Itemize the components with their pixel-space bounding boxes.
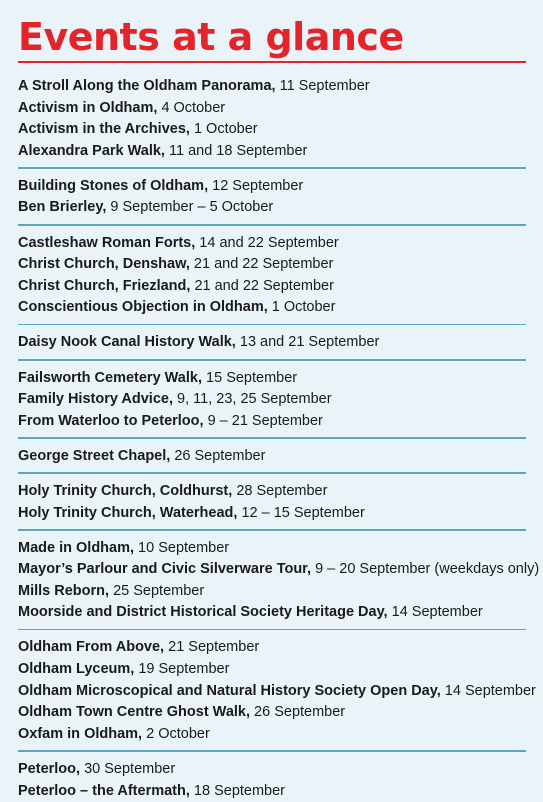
- event-item: [18, 659, 526, 681]
- event-name: Failsworth Cemetery Walk,: [18, 369, 202, 386]
- event-date: 26 September: [254, 704, 346, 721]
- group-divider: [18, 437, 526, 439]
- event-item: [18, 559, 540, 581]
- event-item: [18, 368, 526, 390]
- event-group: [18, 233, 526, 319]
- group-divider: [18, 359, 526, 361]
- event-date: 21 September: [168, 639, 260, 656]
- event-group: [18, 76, 526, 162]
- event-name: Oldham Town Centre Ghost Walk,: [18, 704, 251, 721]
- event-item: [18, 197, 526, 219]
- event-name: From Waterloo to Peterloo,: [18, 412, 204, 429]
- event-group: [18, 637, 536, 745]
- event-name: Made in Oldham,: [18, 539, 135, 556]
- event-item: [18, 503, 526, 525]
- event-item: [18, 411, 526, 433]
- event-item: [18, 254, 526, 276]
- event-date: 9 – 21 September: [207, 412, 323, 429]
- event-name: Holy Trinity Church, Coldhurst,: [18, 482, 233, 499]
- event-date: 12 – 15 September: [241, 504, 365, 521]
- event-name: Oldham Lyceum,: [18, 661, 135, 678]
- event-name: Peterloo,: [18, 760, 81, 777]
- event-date: 14 and 22 September: [199, 234, 339, 251]
- event-item: [18, 141, 526, 163]
- group-divider: [18, 750, 526, 752]
- event-date: 26 September: [174, 447, 266, 464]
- event-item: [18, 297, 526, 319]
- title-rule: [18, 61, 526, 63]
- event-item: [18, 759, 526, 781]
- event-name: Alexandra Park Walk,: [18, 142, 165, 159]
- event-item: [18, 702, 526, 724]
- event-date: 18 September: [193, 782, 286, 799]
- event-name: Castleshaw Roman Forts,: [18, 234, 196, 251]
- event-group: [18, 446, 526, 468]
- event-date: 1 October: [271, 299, 336, 316]
- event-name: Oldham Microscopical and Natural History Society Open Day,: [18, 682, 441, 699]
- event-list: [18, 76, 540, 802]
- event-item: [18, 481, 526, 503]
- event-group: [18, 538, 540, 624]
- event-item: [18, 176, 526, 198]
- event-date: 30 September: [84, 760, 176, 777]
- event-date: 21 and 22 September: [194, 277, 334, 294]
- event-date: 14 September: [391, 604, 483, 621]
- event-item: [18, 538, 526, 560]
- event-date: 10 September: [138, 539, 230, 556]
- group-divider: [18, 629, 526, 631]
- event-date: 2 October: [146, 725, 210, 742]
- event-name: George Street Chapel,: [18, 447, 171, 464]
- event-item: [18, 233, 526, 255]
- event-date: 13 and 21 September: [239, 334, 380, 351]
- event-group: [18, 759, 526, 802]
- event-date: 9 September – 5 October: [110, 199, 274, 216]
- event-date: 9 – 20 September (weekdays only): [315, 561, 540, 578]
- event-date: 11 and 18 September: [168, 142, 308, 159]
- event-date: 14 September: [444, 682, 536, 699]
- event-name: Daisy Nook Canal History Walk,: [18, 334, 236, 351]
- event-name: Oldham From Above,: [18, 639, 165, 656]
- event-group: [18, 481, 526, 524]
- event-date: 4 October: [161, 99, 226, 116]
- event-name: Activism in the Archives,: [18, 121, 190, 138]
- event-name: Building Stones of Oldham,: [18, 177, 209, 194]
- event-name: Mayor’s Parlour and Civic Silverware Tour,: [18, 561, 312, 578]
- event-date: 15 September: [206, 369, 298, 386]
- event-name: Activism in Oldham,: [18, 99, 158, 116]
- event-name: Peterloo – the Aftermath,: [18, 782, 190, 799]
- event-group: [18, 368, 526, 433]
- event-name: Conscientious Objection in Oldham,: [18, 299, 268, 316]
- event-date: 1 October: [193, 121, 258, 138]
- event-date: 25 September: [113, 582, 205, 599]
- event-name: A Stroll Along the Oldham Panorama,: [18, 78, 276, 94]
- event-item: [18, 637, 526, 659]
- event-name: Christ Church, Friezland,: [18, 277, 191, 294]
- event-date: 11 September: [279, 78, 370, 94]
- event-item: [18, 76, 526, 98]
- event-group: [18, 176, 526, 219]
- event-name: Moorside and District Historical Society Heritage Day,: [18, 604, 388, 621]
- event-item: [18, 681, 536, 703]
- event-name: Christ Church, Denshaw,: [18, 256, 190, 273]
- event-date: 9, 11, 23, 25 September: [177, 391, 332, 408]
- group-divider: [18, 529, 526, 531]
- event-name: Mills Reborn,: [18, 582, 110, 599]
- page-title: Events at a glance: [18, 15, 404, 59]
- event-item: [18, 332, 526, 354]
- event-name: Oxfam in Oldham,: [18, 725, 143, 742]
- group-divider: [18, 224, 526, 226]
- group-divider: [18, 324, 526, 326]
- event-item: [18, 781, 526, 802]
- event-item: [18, 119, 526, 141]
- event-item: [18, 602, 526, 624]
- event-date: 28 September: [236, 482, 328, 499]
- event-name: Holy Trinity Church, Waterhead,: [18, 504, 238, 521]
- event-date: 19 September: [138, 661, 230, 678]
- event-date: 21 and 22 September: [193, 256, 334, 273]
- event-item: [18, 276, 526, 298]
- event-item: [18, 446, 526, 468]
- event-item: [18, 724, 526, 746]
- event-date: 12 September: [212, 177, 304, 194]
- event-name: Family History Advice,: [18, 391, 173, 408]
- event-item: [18, 581, 526, 603]
- group-divider: [18, 472, 526, 474]
- event-name: Ben Brierley,: [18, 199, 107, 216]
- event-group: [18, 332, 526, 354]
- event-item: [18, 389, 526, 411]
- group-divider: [18, 167, 526, 169]
- event-item: [18, 98, 526, 120]
